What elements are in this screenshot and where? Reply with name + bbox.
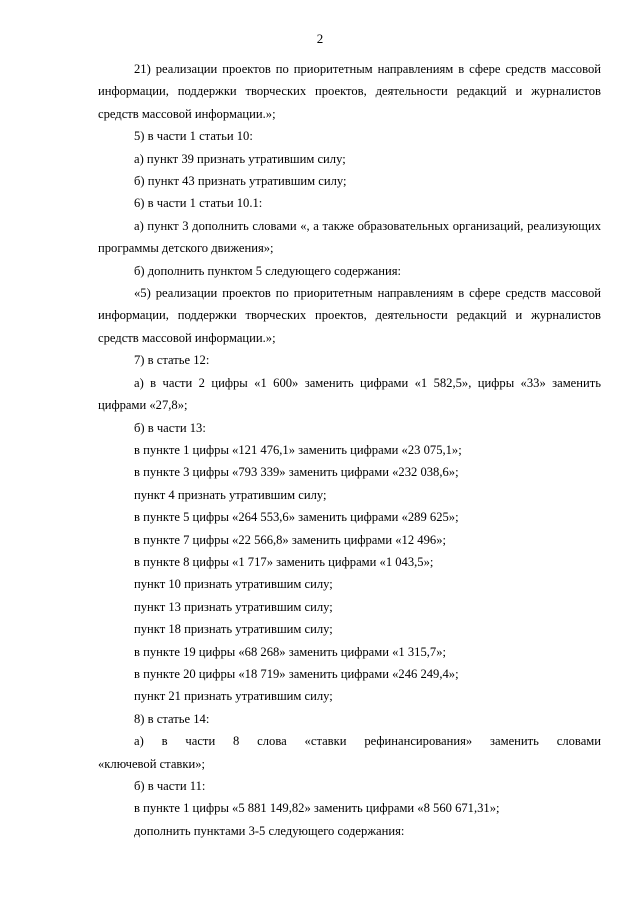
paragraph: 5) в части 1 статьи 10: bbox=[134, 129, 253, 144]
paragraph: б) в части 11: bbox=[134, 779, 206, 793]
paragraph: пункт 18 признать утратившим силу; bbox=[134, 622, 333, 637]
paragraph: пункт 13 признать утратившим силу; bbox=[134, 599, 333, 614]
paragraph: дополнить пунктами 3-5 следующего содержания: bbox=[134, 823, 405, 838]
paragraph: а) пункт 3 дополнить словами «, а также образовательных организаций, реализующих программы детского движения»; bbox=[98, 218, 601, 256]
paragraph: б) дополнить пунктом 5 следующего содержания: bbox=[134, 263, 402, 278]
page-number: 2 bbox=[316, 31, 324, 46]
paragraph: в пункте 20 цифры «18 719» заменить цифрами «246 249,4»; bbox=[134, 666, 459, 681]
paragraph-line: «ключевой ставки»; bbox=[98, 756, 206, 771]
paragraph: в пункте 3 цифры «793 339» заменить цифрами «232 038,6»; bbox=[134, 465, 459, 480]
paragraph: б) в части 13: bbox=[134, 420, 206, 435]
paragraph: в пункте 8 цифры «1 717» заменить цифрами «1 043,5»; bbox=[134, 554, 434, 569]
paragraph: б) пункт 43 признать утратившим силу; bbox=[134, 174, 347, 189]
paragraph: пункт 21 признать утратившим силу; bbox=[134, 689, 333, 704]
paragraph: в пункте 7 цифры «22 566,8» заменить цифрами «12 496»; bbox=[134, 532, 446, 547]
paragraph: пункт 10 признать утратившим силу; bbox=[134, 577, 333, 592]
paragraph: пункт 4 признать утратившим силу; bbox=[134, 487, 327, 502]
paragraph: в пункте 1 цифры «5 881 149,82» заменить цифрами «8 560 671,31»; bbox=[134, 801, 500, 816]
paragraph: 7) в статье 12: bbox=[134, 353, 210, 368]
paragraph: 21) реализации проектов по приоритетным направлениям в сфере средств массовой информации, поддержки творческих проектов, деятельности редакций и журналистов средств массовой информации.»; bbox=[98, 62, 601, 121]
paragraph: а) в части 2 цифры «1 600» заменить цифрами «1 582,5», цифры «33» заменить цифрами «27,8»; bbox=[98, 375, 601, 413]
paragraph: а) пункт 39 признать утратившим силу; bbox=[134, 151, 346, 166]
paragraph-line: а) в части 8 слова «ставки рефинансирования» заменить словами bbox=[134, 734, 601, 749]
document-body bbox=[98, 58, 601, 842]
paragraph: «5) реализации проектов по приоритетным направлениям в сфере средств массовой информации, поддержки творческих проектов, деятельности редакций и журналистов средств массовой информации.»; bbox=[98, 286, 601, 345]
paragraph bbox=[98, 730, 601, 775]
paragraph: в пункте 5 цифры «264 553,6» заменить цифрами «289 625»; bbox=[134, 510, 459, 525]
paragraph: в пункте 1 цифры «121 476,1» заменить цифрами «23 075,1»; bbox=[134, 442, 462, 457]
paragraph: 6) в части 1 статьи 10.1: bbox=[134, 196, 263, 211]
paragraph: в пункте 19 цифры «68 268» заменить цифрами «1 315,7»; bbox=[134, 644, 446, 659]
paragraph: 8) в статье 14: bbox=[134, 711, 210, 726]
